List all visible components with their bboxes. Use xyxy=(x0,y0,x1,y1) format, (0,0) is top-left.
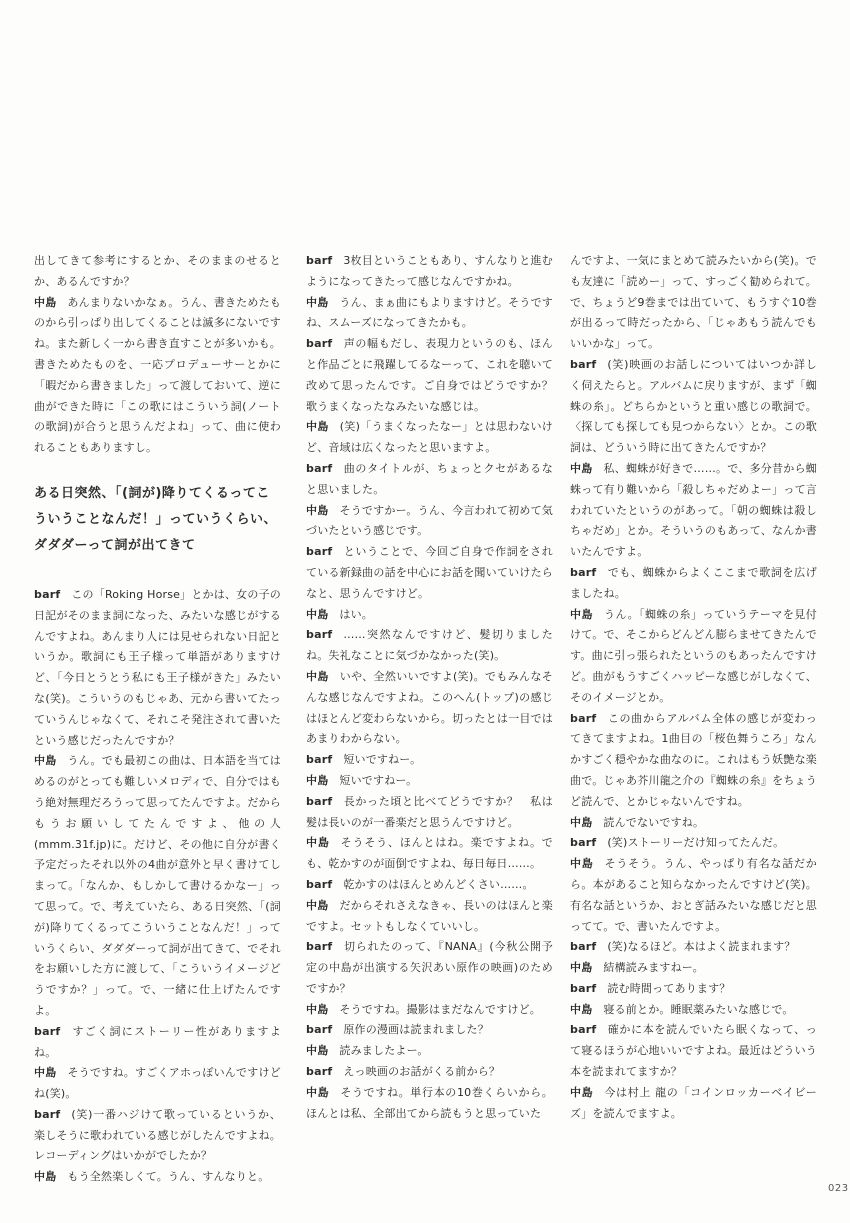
interview-turn xyxy=(34,1105,281,1167)
speaker-label: 中島 xyxy=(306,420,329,434)
speaker-label: 中島 xyxy=(34,1066,57,1080)
interview-turn xyxy=(570,958,817,979)
speaker-label: barf xyxy=(306,940,333,954)
speaker-label: barf xyxy=(306,628,333,642)
speaker-label: barf xyxy=(306,877,333,891)
turn-text: (笑)「うまくなったなー」とは思わないけど、音域は広くなったと思いますよ。 xyxy=(306,420,553,455)
turn-text: 長かった頃と比べてどうですか？ 私は髪は長いのが一番楽だと思うんですけど。 xyxy=(306,794,553,829)
interview-block-1b xyxy=(34,585,281,1188)
interview-turn xyxy=(570,251,817,355)
interview-turn xyxy=(306,792,553,834)
turn-text: 今は村上 龍の「コインロッカーベイビーズ」を読んでますよ。 xyxy=(570,1085,817,1120)
interview-turn xyxy=(34,251,281,293)
interview-turn xyxy=(34,1063,281,1105)
column-2 xyxy=(306,251,565,1124)
speaker-label: 中島 xyxy=(306,669,329,683)
speaker-label: barf xyxy=(306,254,333,267)
interview-turn xyxy=(306,1041,553,1062)
speaker-label: barf xyxy=(306,461,333,475)
interview-turn xyxy=(570,937,817,958)
turn-text: うん、まぁ曲にもよりますけど。そうですね、スムーズになってきたかも。 xyxy=(306,295,553,330)
section-heading: ある日突然、「(詞が)降りてくるってこういうことなんだ！」っていうくらい、ダダダーって詞が出てきて xyxy=(34,485,278,553)
turn-text: 寝る前とか。睡眠薬みたいな感じで。 xyxy=(603,1002,794,1016)
turn-text: 読みましたよー。 xyxy=(339,1044,429,1058)
interview-turn xyxy=(306,1000,553,1021)
interview-turn xyxy=(570,813,817,834)
interview-turn xyxy=(306,605,553,626)
speaker-label: 中島 xyxy=(570,857,594,871)
speaker-label: 中島 xyxy=(570,1085,594,1099)
interview-turn xyxy=(570,833,817,854)
interview-turn xyxy=(306,875,553,896)
speaker-label: 中島 xyxy=(306,503,329,517)
speaker-label: 中島 xyxy=(34,295,57,309)
turn-text: あんまりないかなぁ。うん、書きためたものから引っぱり出してくることは滅多にないですね。また新しく一から書き直すことが多いかも。書きためたものを、一応プロデューサーとかに「暇だから書きました」って渡しておいて、逆に曲ができた時に「この歌にはこういう詞(ノートの歌詞)が合うと思うんだよね」って、曲に使われることもありますし。 xyxy=(34,295,281,455)
speaker-label: 中島 xyxy=(306,773,329,787)
speaker-label: barf xyxy=(34,587,61,601)
turn-text: そうですね。すごくアホっぽいんですけどね(笑)。 xyxy=(34,1066,281,1101)
speaker-label: 中島 xyxy=(570,607,593,621)
turn-text: この「Roking Horse」とかは、女の子の日記がそのまま詞になった、みたいな感じがするんですよね。あんまり人には見せられない日記というか。歌詞にも王子様って単語がありますけど、「今日とうとう私にも王子様がきた」みたいな(笑)。こういうのもじゃあ、元から書いてたっていうんじゃなくて、それこそ発注されて書いたという感じだったんですか？ xyxy=(34,587,281,747)
turn-text: そうですね。単行本の10巻くらいから。ほんとは私、全部出てから読もうと思っていた xyxy=(306,1085,553,1120)
turn-text: 原作の漫画は読まれました？ xyxy=(343,1023,489,1037)
turn-text: 私、蜘蛛が好きで……。で、多分昔から蜘蛛って有り難いから「殺しちゃだめよー」って言われていたというのがあって。「朝の蜘蛛は殺しちゃだめ」とか。そういうのもあって、なんか書いたんですよ。 xyxy=(570,461,817,559)
speaker-label: barf xyxy=(570,1023,597,1037)
interview-turn xyxy=(306,1020,553,1041)
interview-turn xyxy=(34,1167,281,1188)
speaker-label: 中島 xyxy=(306,607,329,621)
speaker-label: barf xyxy=(306,545,333,559)
interview-turn xyxy=(570,459,817,563)
interview-turn xyxy=(34,751,281,1021)
interview-turn xyxy=(570,979,817,1000)
turn-text: でも、蜘蛛からよくここまで歌詞を広げましたね。 xyxy=(570,565,817,600)
turn-text: (笑)なるほど。本はよく読まれます？ xyxy=(607,940,796,954)
interview-turn xyxy=(306,293,553,335)
interview-turn xyxy=(306,417,553,459)
turn-text: 短いですねー。 xyxy=(339,773,418,787)
speaker-label: barf xyxy=(34,1107,61,1121)
turn-text: 声の幅もだし、表現力というのも、ほんと作品ごとに飛躍してるなーって、これを聴いて改めて思ったんです。ご自身ではどうですか？ 歌うまくなったなみたいな感じは。 xyxy=(306,337,565,413)
interview-turn xyxy=(570,854,817,937)
speaker-label: 中島 xyxy=(306,1002,329,1016)
speaker-label: 中島 xyxy=(306,1085,330,1099)
speaker-label: barf xyxy=(306,753,333,767)
speaker-label: 中島 xyxy=(34,1170,57,1184)
interview-turn xyxy=(570,1000,817,1021)
turn-text: (笑)一番ハジけて歌っているというか、楽しそうに歌われている感じがしたんですよね。レコーディングはいかがでしたか？ xyxy=(34,1107,281,1163)
interview-turn xyxy=(306,667,553,750)
turn-text: 確かに本を読んでいたら眠くなって、って寝るほうが心地いいですよね。最近はどういう本を読まれてますか？ xyxy=(570,1023,817,1079)
speaker-label: 中島 xyxy=(34,754,57,768)
turn-text: だからそれさえなきゃ、長いのはほんと楽ですよ。セットもしなくていいし。 xyxy=(306,898,553,933)
speaker-label: 中島 xyxy=(570,461,593,475)
interview-turn xyxy=(570,563,817,605)
speaker-label: barf xyxy=(306,1065,333,1079)
interview-turn xyxy=(306,251,553,293)
interview-turn xyxy=(306,833,553,875)
turn-text: ということで、今回ご自身で作詞をされている新録曲の話を中心にお話を聞いていけたらなと、思うんですけど。 xyxy=(306,545,553,600)
interview-turn xyxy=(306,625,553,667)
interview-turn xyxy=(306,937,553,999)
turn-text: 乾かすのはほんとめんどくさい……。 xyxy=(343,877,534,891)
speaker-label: barf xyxy=(570,711,597,725)
turn-text: すごく詞にストーリー性がありますよね。 xyxy=(34,1024,281,1059)
turn-text: 切られたのって、『NANA』(今秋公開予定の中島が出演する矢沢あい原作の映画)のためですか？ xyxy=(306,940,553,995)
turn-text: いや、全然いいですよ(笑)。でもみんなそんな感じなんですよね。このへん(トップ)の感じはほとんど変わらないから。切ったとは一目ではあまりわからない。 xyxy=(306,669,553,746)
turn-text: んですよ、一気にまとめて読みたいから(笑)。でも友達に「読めー」って、すっごく勧められて。で、ちょうど9巻までは出ていて、もうすぐ10巻が出るって時だったから、「じゃあもう読んでもいいかな」って。 xyxy=(570,254,817,351)
turn-text: 出してきて参考にするとか、そのままのせるとか、あるんですか？ xyxy=(34,254,281,288)
turn-text: 短いですねー。 xyxy=(343,753,422,767)
speaker-label: barf xyxy=(570,940,597,954)
turn-text: そうですね。撮影はまだなんですけど。 xyxy=(339,1002,542,1016)
interview-turn xyxy=(570,1020,817,1082)
turn-text: 読んでないですね。 xyxy=(603,815,705,829)
column-1 xyxy=(34,251,281,1188)
speaker-label: 中島 xyxy=(570,961,593,975)
turn-text: この曲からアルバム全体の感じが変わってきてますよね。1曲目の「桜色舞うころ」なんかすごく穏やかな曲なのに。これはもう妖艶な楽曲で。じゃあ芥川龍之介の『蜘蛛の糸』をちょうど読んで、とかじゃないんですね。 xyxy=(570,711,817,808)
interview-turn xyxy=(306,542,553,604)
interview-turn xyxy=(306,896,553,938)
speaker-label: 中島 xyxy=(570,815,593,829)
interview-turn xyxy=(570,355,817,459)
turn-text: 曲のタイトルが、ちょっとクセがあるなと思いました。 xyxy=(306,461,553,496)
interview-turn xyxy=(306,1083,553,1125)
interview-turn xyxy=(570,1083,817,1125)
speaker-label: 中島 xyxy=(306,295,329,309)
turn-text: もう全然楽しくて。うん、すんなりと。 xyxy=(67,1170,270,1184)
speaker-label: 中島 xyxy=(306,898,329,912)
interview-turn xyxy=(306,459,553,501)
page-number: 023 xyxy=(828,1183,849,1194)
turn-text: そうそう、ほんとはね。楽ですよね。でも、乾かすのが面倒ですよね、毎日毎日……。 xyxy=(306,836,553,871)
turn-text: ……突然なんですけど、髪切りましたね。失礼なことに気づかなかった(笑)。 xyxy=(306,628,553,663)
speaker-label: barf xyxy=(570,981,597,995)
interview-turn xyxy=(306,1062,553,1083)
speaker-label: barf xyxy=(306,794,333,808)
turn-text: うん。「蜘蛛の糸」っていうテーマを見付けて。で、そこからどんどん膨らませてきたんです。曲に引っ張られたというのもあったんですけど。曲がもうすごくハッピーな感じがしなくて、そのイメージとか。 xyxy=(570,607,817,704)
interview-turn xyxy=(34,293,281,459)
speaker-label: barf xyxy=(570,836,597,850)
turn-text: (笑)映画のお話しについてはいつか詳しく伺えたらと。アルバムに戻りますが、まず「蜘蛛の糸」。どちらかというと重い感じの歌詞で。〈探しても探しても見つからない〉とか。この歌詞は、どういう時に出てきたんですか？ xyxy=(570,357,817,455)
column-3 xyxy=(570,251,817,1124)
turn-text: (笑)ストーリーだけ知ってたんだ。 xyxy=(607,836,785,850)
turn-text: そうですかー。うん、今言われて初めて気づいたという感じです。 xyxy=(306,503,553,538)
speaker-label: barf xyxy=(570,565,597,579)
turn-text: 結構読みますねー。 xyxy=(603,961,704,975)
interview-turn xyxy=(306,750,553,771)
speaker-label: 中島 xyxy=(306,1044,329,1058)
turn-text: そうそう。うん、やっぱり有名な話だから。本があること知らなかったんですけど(笑)。有名な話というか、おとぎ話みたいな感じだと思ってて。で、書いたんですよ。 xyxy=(570,857,817,933)
interview-turn xyxy=(570,709,817,813)
speaker-label: barf xyxy=(306,337,333,351)
turn-text: はい。 xyxy=(339,607,374,621)
interview-turn xyxy=(306,334,565,417)
speaker-label: barf xyxy=(570,357,597,371)
interview-turn xyxy=(34,1022,281,1064)
turn-text: えっ映画のお話がくる前から？ xyxy=(343,1065,501,1079)
speaker-label: 中島 xyxy=(570,1002,593,1016)
speaker-label: 中島 xyxy=(306,836,330,850)
turn-text: 3枚目ということもあり、すんなりと進むようになってきたって感じなんですかね。 xyxy=(306,254,553,288)
turn-text: 読む時間ってあります？ xyxy=(607,981,731,995)
speaker-label: barf xyxy=(306,1023,333,1037)
interview-turn xyxy=(306,501,553,543)
interview-turn xyxy=(34,585,281,751)
turn-text: うん。でも最初この曲は、日本語を当てはめるのがとっても難しいメロディで、自分ではもう絶対無理だろうって思ってたんですよ。だからもうお願いしてたんですよ、他の人(mmm.31f.jp)に。だけど、その他に自分が書く予定だったそれ以外の4曲が意外と早く書けてしまって。「なんか、もしかして書けるかなー」って思って。で、考えていたら、ある日突然、「(詞が)降りてくるってこういうことなんだ！」っていうくらい、ダダダーって詞が出てきて、でそれをお願いした方に渡して、「こういうイメージどうですか？」って。で、一緒に仕上げたんですよ。 xyxy=(34,754,281,1017)
interview-turn xyxy=(570,605,817,709)
interview-turn xyxy=(306,771,553,792)
speaker-label: barf xyxy=(34,1024,61,1038)
interview-block-1a xyxy=(34,251,281,459)
